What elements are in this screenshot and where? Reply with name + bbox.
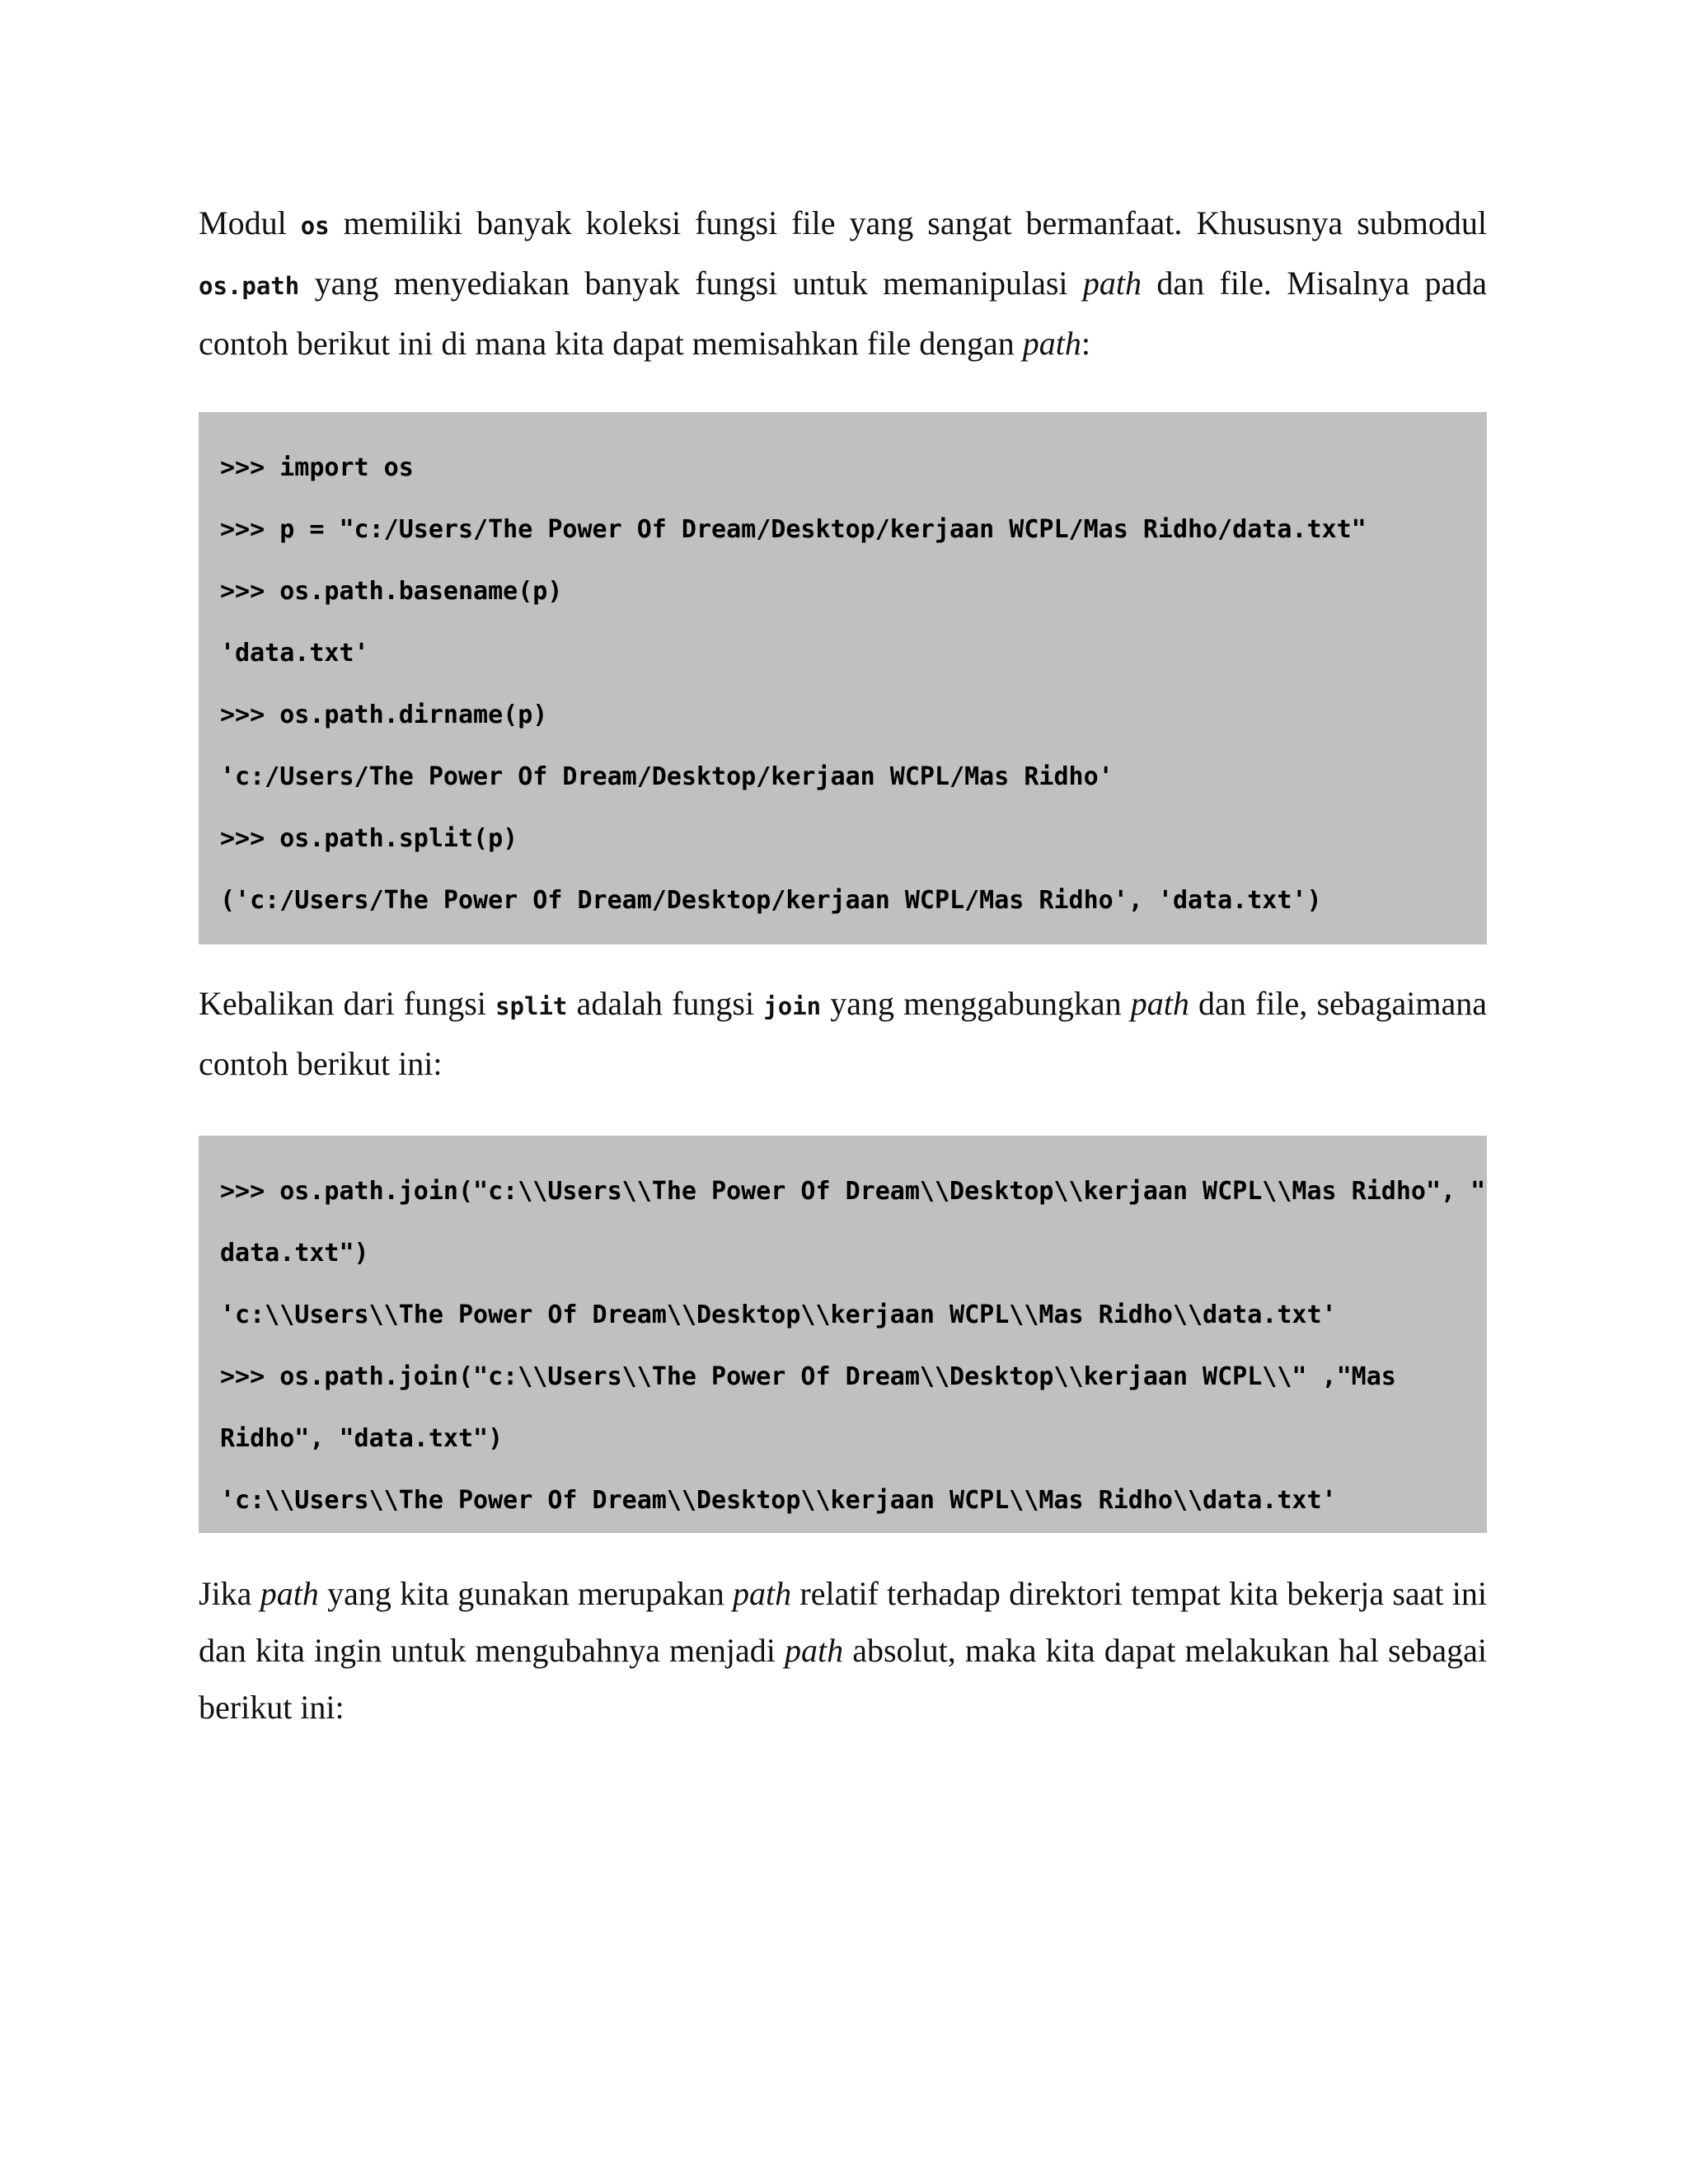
paragraph-text: memiliki banyak koleksi fungsi file yang sangat bermanfaat. Khususnya submodul xyxy=(329,204,1487,241)
code-line: 'c:/Users/The Power Of Dream/Desktop/kerjaan WCPL/Mas Ridho' xyxy=(220,762,1114,791)
paragraph-text: : xyxy=(1081,325,1090,362)
code-line: Ridho", "data.txt") xyxy=(220,1424,504,1453)
paragraph-text: adalah fungsi xyxy=(567,985,764,1022)
code-line: 'c:\\Users\\The Power Of Dream\\Desktop\\kerjaan WCPL\\Mas Ridho\\data.txt' xyxy=(220,1301,1337,1329)
paragraph-text: Kebalikan dari fungsi xyxy=(199,985,496,1022)
inline-code-os: os xyxy=(300,212,330,240)
paragraph-text: Modul xyxy=(199,204,301,241)
inline-code-os-path: os.path xyxy=(199,272,300,300)
code-block-split-example xyxy=(199,412,1487,944)
italic-term-path: path xyxy=(260,1575,319,1612)
code-line: >>> os.path.dirname(p) xyxy=(220,701,548,729)
paragraph-text: yang kita gunakan merupakan xyxy=(318,1575,734,1612)
inline-code-split: split xyxy=(495,992,568,1020)
code-line: 'data.txt' xyxy=(220,639,369,668)
code-line: ('c:/Users/The Power Of Dream/Desktop/kerjaan WCPL/Mas Ridho', 'data.txt') xyxy=(220,886,1322,915)
paragraph-text: absolut, maka kita dapat melakukan hal sebagai berikut ini: xyxy=(199,1632,1487,1726)
code-line: 'c:\\Users\\The Power Of Dream\\Desktop\\kerjaan WCPL\\Mas Ridho\\data.txt' xyxy=(220,1486,1337,1515)
intro-paragraph xyxy=(199,194,1487,372)
code-line: >>> import os xyxy=(220,453,414,482)
paragraph-text: yang menggabungkan xyxy=(821,985,1131,1022)
code-line: >>> p = "c:/Users/The Power Of Dream/Desktop/kerjaan WCPL/Mas Ridho/data.txt" xyxy=(220,515,1367,544)
code-line: >>> os.path.basename(p) xyxy=(220,577,563,606)
abspath-intro-paragraph xyxy=(199,1565,1487,1736)
italic-term-path: path xyxy=(1082,265,1142,302)
italic-term-path: path xyxy=(733,1575,792,1612)
inline-code-join: join xyxy=(763,992,822,1020)
code-line: >>> os.path.split(p) xyxy=(220,824,518,853)
paragraph-text: dan file. Misalnya pada contoh berikut ini di mana kita dapat memisahkan file dengan xyxy=(199,265,1487,362)
paragraph-text: relatif terhadap direktori tempat kita bekerja saat ini dan kita ingin untuk mengubahnya menjadi xyxy=(199,1575,1488,1669)
join-intro-paragraph xyxy=(199,975,1487,1092)
code-line: >>> os.path.join("c:\\Users\\The Power Of Dream\\Desktop\\kerjaan WCPL\\Mas Ridho", " xyxy=(220,1177,1486,1206)
italic-term-path: path xyxy=(1130,985,1189,1022)
paragraph-text: yang menyediakan banyak fungsi untuk memanipulasi xyxy=(299,265,1083,302)
code-line: data.txt") xyxy=(220,1239,369,1268)
code-block-join-example xyxy=(199,1136,1487,1533)
code-line: >>> os.path.join("c:\\Users\\The Power Of Dream\\Desktop\\kerjaan WCPL\\" ,"Mas xyxy=(220,1362,1396,1391)
document-page xyxy=(199,194,1487,1736)
italic-term-path: path xyxy=(1022,325,1081,362)
italic-term-path: path xyxy=(785,1632,844,1669)
paragraph-text: dan file, sebagaimana contoh berikut ini: xyxy=(199,985,1488,1082)
paragraph-text: Jika xyxy=(199,1575,260,1612)
